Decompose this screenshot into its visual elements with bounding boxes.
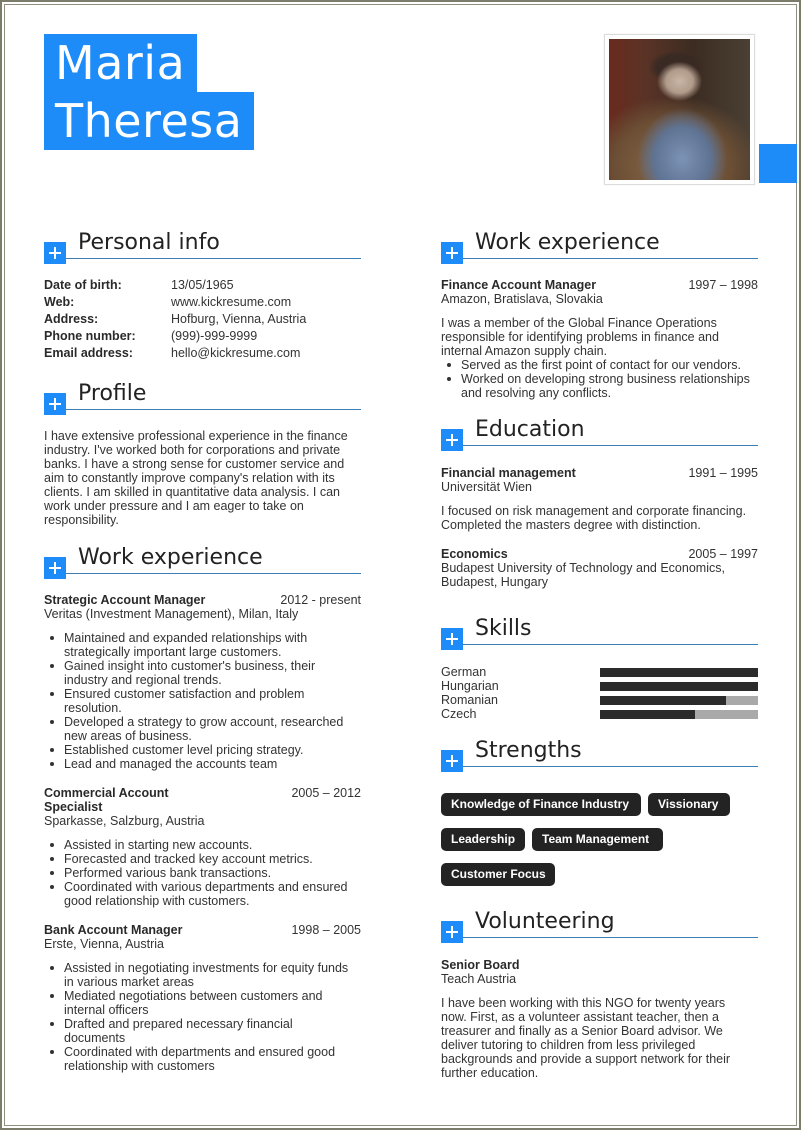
section-title: Profile — [78, 381, 147, 406]
list-item: Mediated negotiations between customers and internal officers — [44, 989, 361, 1017]
info-label: Email address: — [44, 346, 133, 360]
info-label: Phone number: — [44, 329, 136, 343]
list-item: Developed a strategy to grow account, researched new areas of business. — [44, 715, 361, 743]
plus-icon — [441, 750, 463, 772]
info-row-email — [44, 346, 361, 363]
info-value: (999)-999-9999 — [171, 329, 258, 343]
text-line: aim to constantly improve company's relation with its — [44, 471, 335, 485]
info-value: Hofburg, Vienna, Austria — [171, 312, 307, 326]
info-label: Web: — [44, 295, 75, 309]
skill-bar — [600, 710, 758, 719]
job-entry — [44, 923, 361, 1073]
section-header-work-experience-2 — [441, 229, 758, 259]
school: Universität Wien — [441, 480, 532, 494]
strength-tag: Team Management — [532, 828, 663, 851]
info-label: Address: — [44, 312, 99, 326]
strength-tag: Vissionary — [648, 793, 730, 816]
web-link[interactable]: www.kickresume.com — [171, 295, 292, 309]
info-row-dob — [44, 278, 361, 295]
left-column — [44, 0, 361, 1130]
skill-bar — [600, 668, 758, 677]
list-item: Coordinated with departments and ensured good relationship with customers — [44, 1045, 361, 1073]
skill-row — [441, 693, 758, 707]
section-header-volunteering — [441, 908, 758, 938]
job-title: Finance Account Manager — [441, 278, 597, 292]
job-date: 1997 – 1998 — [688, 278, 758, 292]
job-description: I was a member of the Global Finance Operations responsible for identifying problems in finance and internal Amazon supply chain. — [441, 316, 719, 358]
job-date: 2012 - present — [280, 593, 361, 607]
text-line: industry. I've worked both for corporations and private — [44, 443, 341, 457]
job-org: Amazon, Bratislava, Slovakia — [441, 292, 603, 306]
section-header-education — [441, 416, 758, 446]
list-item: Forecasted and tracked key account metrics. — [44, 852, 361, 866]
plus-icon — [44, 557, 66, 579]
section-header-profile — [44, 380, 361, 410]
right-column — [441, 0, 758, 1130]
job-bullets — [441, 358, 758, 400]
list-item: Served as the first point of contact for our vendors. — [441, 358, 758, 372]
volunteer-org: Teach Austria — [441, 972, 517, 986]
plus-icon — [44, 393, 66, 415]
last-name: Theresa — [44, 92, 254, 150]
plus-icon — [441, 628, 463, 650]
degree: Economics — [441, 547, 508, 561]
section-title: Personal info — [78, 230, 220, 255]
skill-fill — [600, 710, 695, 719]
list-item: Drafted and prepared necessary financial documents — [44, 1017, 361, 1045]
skill-row — [441, 707, 758, 721]
text-line: clients. I am skilled in quantitative data analysis. I can — [44, 485, 340, 499]
skill-bar — [600, 696, 758, 705]
job-date: 1998 – 2005 — [291, 923, 361, 937]
skill-name: Hungarian — [441, 679, 499, 693]
text-line: work under pressure and I am eager to take on — [44, 499, 304, 513]
skill-name: Romanian — [441, 693, 498, 707]
job-bullets — [44, 631, 361, 771]
text-line: I have extensive professional experience in the finance — [44, 429, 348, 443]
strength-tag: Leadership — [441, 828, 525, 851]
job-entry — [441, 278, 758, 400]
plus-icon — [44, 242, 66, 264]
section-title: Strengths — [475, 738, 582, 763]
list-item: Established customer level pricing strategy. — [44, 743, 361, 757]
info-label: Date of birth: — [44, 278, 122, 292]
section-title: Education — [475, 417, 585, 442]
list-item: Assisted in negotiating investments for equity funds in various market areas — [44, 961, 361, 989]
education-description: I focused on risk management and corporate financing. Completed the masters degree with distinction. — [441, 504, 747, 532]
text-line: responsibility. — [44, 513, 119, 527]
list-item: Ensured customer satisfaction and problem resolution. — [44, 687, 361, 715]
job-title: Bank Account Manager — [44, 923, 183, 937]
education-date: 1991 – 1995 — [688, 466, 758, 480]
section-header-strengths — [441, 737, 758, 767]
list-item: Maintained and expanded relationships with strategically important large customers. — [44, 631, 361, 659]
job-org: Erste, Vienna, Austria — [44, 937, 164, 951]
section-title: Skills — [475, 616, 532, 641]
list-item: Coordinated with various departments and ensured good relationship with customers. — [44, 880, 361, 908]
info-row-phone — [44, 329, 361, 346]
profile-text — [44, 429, 361, 527]
section-title: Volunteering — [475, 909, 615, 934]
skill-name: Czech — [441, 707, 477, 721]
text-line: banks. I have a strong sense for customer service and — [44, 457, 345, 471]
job-org: Sparkasse, Salzburg, Austria — [44, 814, 205, 828]
section-header-skills — [441, 615, 758, 645]
skill-fill — [600, 696, 726, 705]
job-title: Strategic Account Manager — [44, 593, 206, 607]
degree: Financial management — [441, 466, 576, 480]
list-item: Performed various bank transactions. — [44, 866, 361, 880]
plus-icon — [441, 242, 463, 264]
volunteer-role: Senior Board — [441, 958, 520, 972]
strength-tag: Knowledge of Finance Industry — [441, 793, 641, 816]
job-entry — [44, 786, 361, 908]
job-org: Veritas (Investment Management), Milan, Italy — [44, 607, 299, 621]
accent-square — [759, 144, 797, 183]
strength-tag: Customer Focus — [441, 863, 555, 886]
list-item: Assisted in starting new accounts. — [44, 838, 361, 852]
section-header-work-experience — [44, 544, 361, 574]
plus-icon — [441, 921, 463, 943]
list-item: Gained insight into customer's business, their industry and regional trends. — [44, 659, 361, 687]
job-title: Commercial Account Specialist — [44, 786, 169, 814]
section-title: Work experience — [475, 230, 660, 255]
job-bullets — [44, 961, 361, 1073]
section-title: Work experience — [78, 545, 263, 570]
job-entry — [44, 593, 361, 771]
education-entry — [441, 466, 758, 532]
email-link[interactable]: hello@kickresume.com — [171, 346, 301, 360]
skill-fill — [600, 668, 758, 677]
skill-bar — [600, 682, 758, 691]
info-row-web — [44, 295, 361, 312]
volunteering-entry — [441, 958, 758, 1080]
first-name: Maria — [44, 34, 197, 92]
plus-icon — [441, 429, 463, 451]
info-row-address — [44, 312, 361, 329]
education-entry — [441, 547, 758, 589]
volunteer-description: I have been working with this NGO for twenty years now. First, as a volunteer assistant teacher, then a treasurer and finally as a Senior Board advisor. We deliver tutoring to children from less privileged backgrounds and provide a support network for their further education. — [441, 996, 731, 1080]
list-item: Worked on developing strong business relationships and resolving any conflicts. — [441, 372, 758, 400]
school: Budapest University of Technology and Economics, Budapest, Hungary — [441, 561, 725, 589]
skill-fill — [600, 682, 758, 691]
job-date: 2005 – 2012 — [291, 786, 361, 800]
skill-row — [441, 679, 758, 693]
info-value: 13/05/1965 — [171, 278, 234, 292]
section-header-personal-info — [44, 229, 361, 259]
list-item: Lead and managed the accounts team — [44, 757, 361, 771]
job-bullets — [44, 838, 361, 908]
education-date: 2005 – 1997 — [688, 547, 758, 561]
skill-row — [441, 665, 758, 679]
skill-name: German — [441, 665, 487, 679]
